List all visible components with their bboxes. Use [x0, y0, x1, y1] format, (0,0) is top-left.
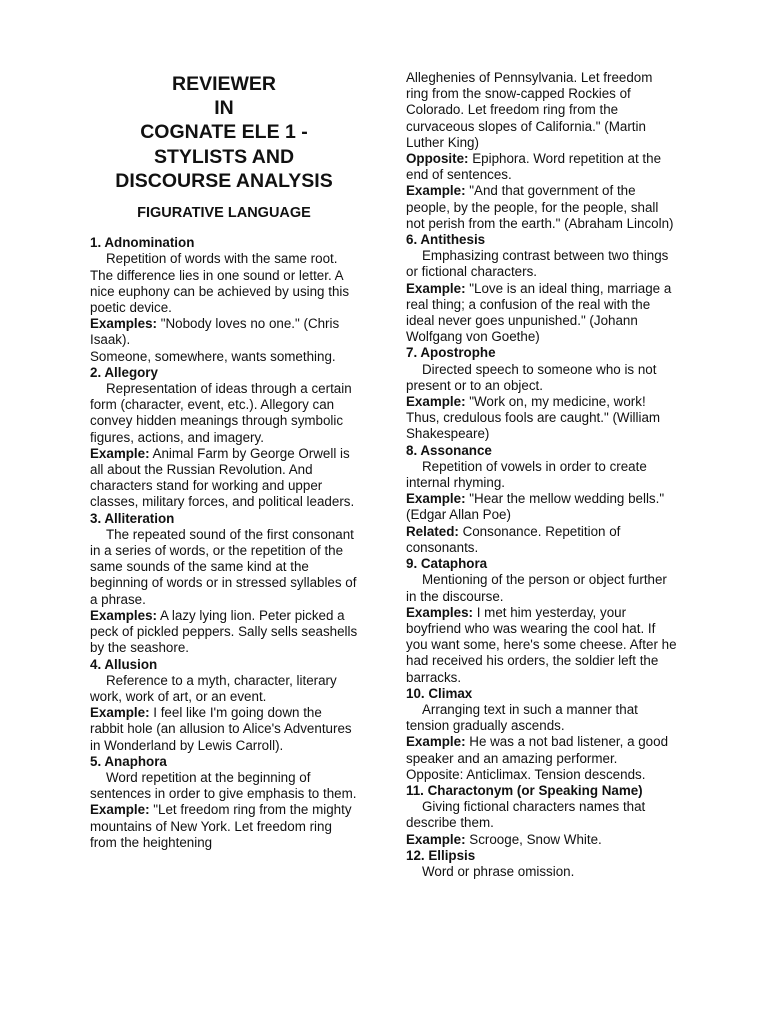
title-line-3: COGNATE ELE 1 - [140, 121, 308, 144]
example-label: Examples: [406, 604, 473, 620]
related-text: Consonance. Repetition of consonants. [406, 523, 621, 555]
term-definition-allegory: Representation of ideas through a certain form (character, event, etc.). Allegory can convey hidden meanings through symbolic figures, actions, and imagery. [90, 381, 352, 445]
opposite-label: Opposite: [406, 151, 469, 167]
example-label: Example: [406, 491, 466, 507]
example-text: "Nobody loves no one." (Chris Isaak). [90, 316, 340, 348]
section-subtitle: FIGURATIVE LANGUAGE [137, 205, 311, 222]
example-label: Example: [406, 831, 466, 847]
term-example-climax [406, 734, 678, 783]
epiphora-example [406, 183, 678, 232]
example-label: Example: [90, 802, 150, 818]
term-heading-cataphora: 9. Cataphora [406, 556, 488, 572]
example-text: Scrooge, Snow White. [465, 831, 602, 847]
term-definition-charactonym: Giving fictional characters names that describe them. [406, 799, 646, 831]
term-definition-allusion: Reference to a myth, character, literary work, work of art, or an event. [90, 672, 337, 704]
title-line-4: STYLISTS AND [153, 145, 295, 168]
example-label: Examples: [90, 316, 157, 332]
term-heading-assonance: 8. Assonance [406, 442, 492, 458]
example-label: Example: [406, 280, 466, 296]
term-definition-alliteration: The repeated sound of the first consonant in a series of words, or the repetition of the same sounds of the same kind at the beginning of words or in stressed syllables of a phrase. [90, 526, 357, 607]
term-example-cataphora [406, 605, 678, 686]
term-example-extra-adnomination: Someone, somewhere, wants something. [90, 348, 336, 364]
anaphora-example-continued: Alleghenies of Pennsylvania. Let freedom ring from the snow-capped Rockies of Colorado. Let freedom ring from the curvaceous slopes of California." (Martin Luther King) [406, 70, 653, 150]
term-definition-anaphora: Word repetition at the beginning of sentences in order to give emphasis to them. [90, 769, 357, 802]
term-heading-alliteration: 3. Alliteration [90, 510, 175, 526]
term-heading-climax: 10. Climax [406, 685, 473, 701]
example-text: I met him yesterday, your boyfriend who was wearing the cool hat. If you want some, here's some cheese. After he had received his orders, the soldier left the barracks. [406, 604, 677, 685]
term-related-assonance [406, 524, 678, 556]
opposite-text: Epiphora. Word repetition at the end of sentences. [406, 151, 662, 183]
term-heading-anaphora: 5. Anaphora [90, 753, 167, 769]
term-heading-apostrophe: 7. Apostrophe [406, 345, 496, 361]
example-label: Example: [406, 734, 466, 750]
example-label: Example: [90, 445, 150, 461]
term-example-adnomination [90, 316, 358, 348]
term-example-allegory [90, 446, 358, 511]
term-heading-allusion: 4. Allusion [90, 656, 158, 672]
example-text: He was a not bad listener, a good speaker and an amazing performer. Opposite: Anticlimax. Tension descends. [406, 734, 669, 782]
term-definition-adnomination: Repetition of words with the same root. The difference lies in one sound or letter. A nice euphony can be achieved by using this poetic device. [90, 251, 350, 316]
example-text: "Hear the mellow wedding bells." (Edgar Allan Poe) [406, 491, 665, 523]
left-column [90, 72, 358, 851]
term-example-apostrophe [406, 394, 678, 443]
example-label: Example: [406, 394, 466, 410]
term-example-antithesis [406, 281, 678, 346]
term-heading-charactonym: 11. Charactonym (or Speaking Name) [406, 782, 643, 798]
term-heading-adnomination: 1. Adnomination [90, 235, 195, 251]
example-label: Example: [406, 183, 466, 199]
example-label: Example: [90, 705, 150, 721]
term-example-alliteration [90, 608, 358, 657]
example-text: "Love is an ideal thing, marriage a real thing; a confusion of the real with the ideal never goes unpunished." (Johann Wolfgang von Goethe) [406, 280, 672, 345]
example-text: I feel like I'm going down the rabbit hole (an allusion to Alice's Adventures in Wonderland by Lewis Carroll). [90, 705, 352, 753]
term-example-charactonym [406, 832, 678, 848]
title-line-2: IN [214, 97, 234, 120]
term-definition-climax: Arranging text in such a manner that tension gradually ascends. [406, 701, 638, 734]
term-heading-allegory: 2. Allegory [90, 364, 158, 380]
example-text: "Let freedom ring from the mighty mountains of New York. Let freedom ring from the heightening [90, 802, 352, 850]
term-definition-assonance: Repetition of vowels in order to create internal rhyming. [406, 458, 647, 491]
example-text: A lazy lying lion. Peter picked a peck of pickled peppers. Sally sells seashells by the seashore. [90, 607, 358, 656]
document-title [90, 72, 358, 193]
term-example-assonance [406, 491, 678, 523]
term-definition-cataphora: Mentioning of the person or object further in the discourse. [406, 572, 667, 604]
title-line-5: DISCOURSE ANALYSIS [115, 169, 333, 192]
term-example-anaphora [90, 802, 358, 851]
related-label: Related: [406, 523, 459, 539]
example-text: "Work on, my medicine, work! Thus, credulous fools are caught." (William Shakespeare) [406, 394, 661, 442]
term-definition-antithesis: Emphasizing contrast between two things or fictional characters. [406, 248, 669, 280]
right-column [406, 70, 678, 880]
term-heading-ellipsis: 12. Ellipsis [406, 847, 476, 863]
term-heading-antithesis: 6. Antithesis [406, 232, 486, 248]
title-line-1: REVIEWER [171, 73, 276, 95]
term-example-allusion [90, 705, 358, 754]
anaphora-opposite [406, 151, 678, 183]
term-definition-apostrophe: Directed speech to someone who is not present or to an object. [406, 361, 657, 393]
example-text: "And that government of the people, by the people, for the people, shall not perish from the earth." (Abraham Lincoln) [406, 183, 674, 231]
term-definition-ellipsis: Word or phrase omission. [422, 863, 575, 879]
example-text: Animal Farm by George Orwell is all about the Russian Revolution. And characters stand for working and upper classes, military forces, and political leaders. [90, 445, 355, 510]
example-label: Examples: [90, 607, 157, 623]
